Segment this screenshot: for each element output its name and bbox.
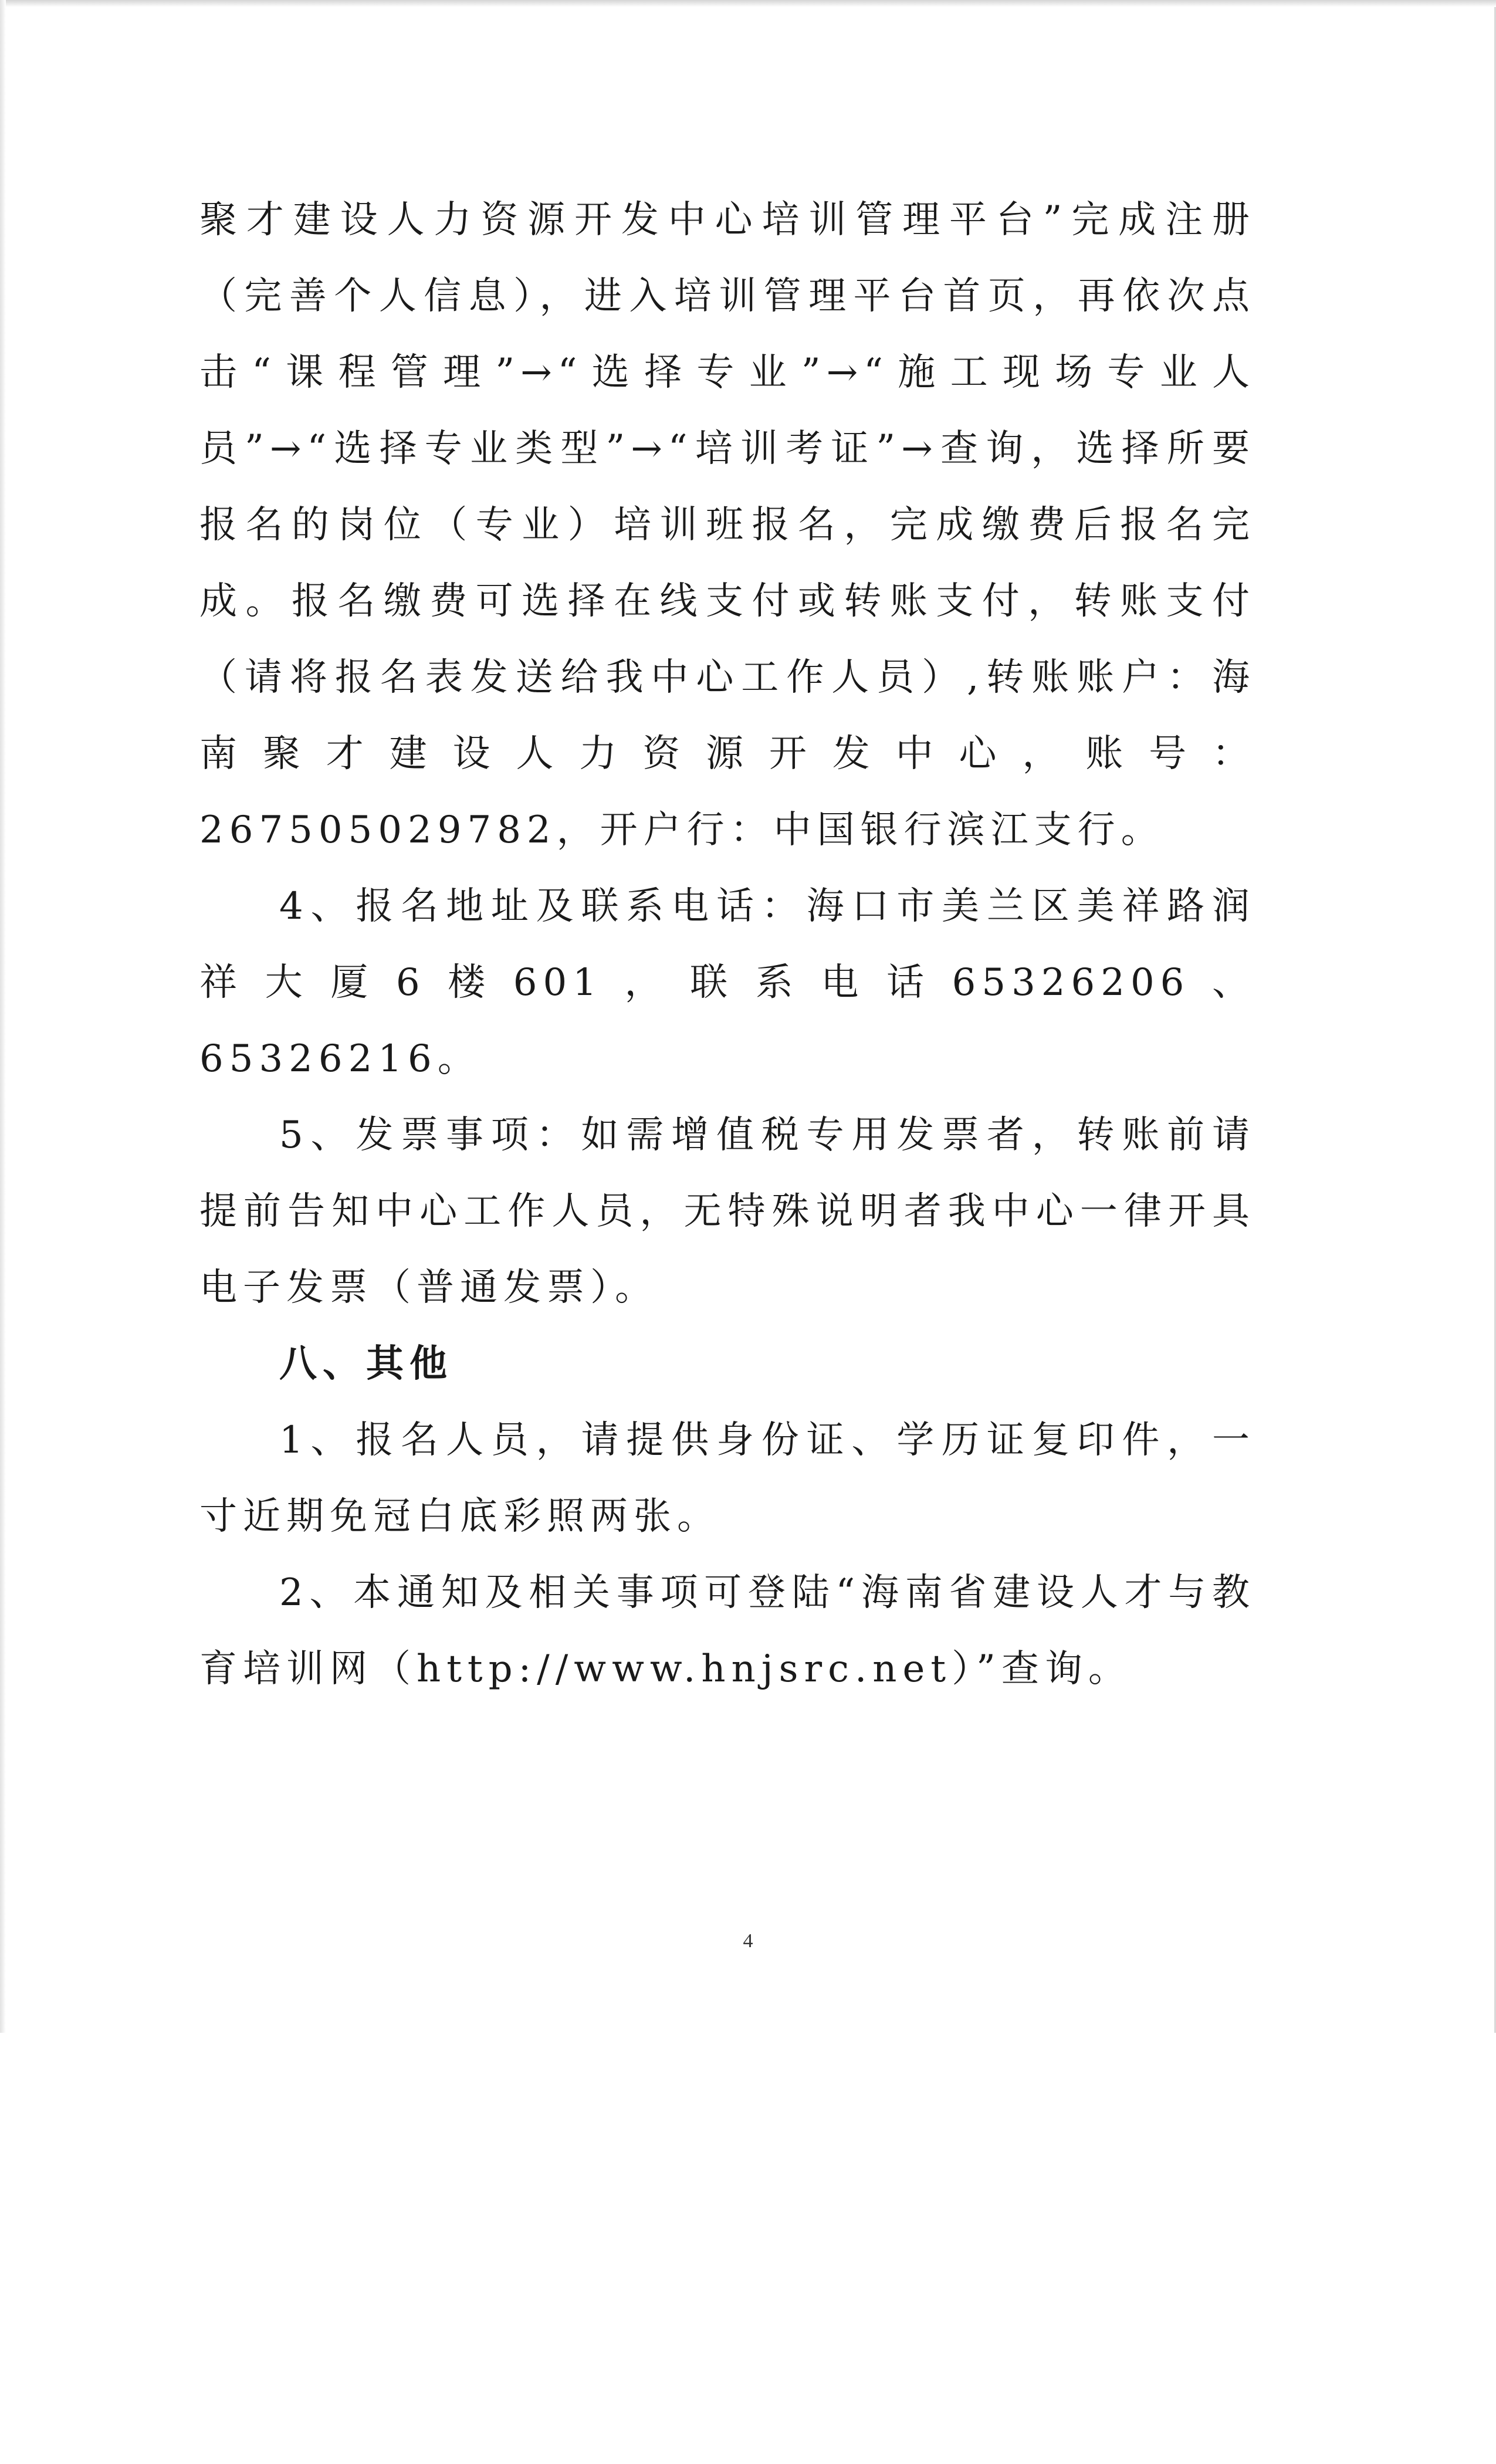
page-number: 4 [743, 1930, 753, 1952]
section-heading-other: 八、其他 [279, 1342, 453, 1386]
other-item-documents: 1、报名人员，请提供身份证、学历证复印件，一寸近期免冠白底彩照两张。 [199, 1419, 1255, 1538]
blank-margin [0, 2033, 1496, 2464]
paragraph-contact-address: 4、报名地址及联系电话：海口市美兰区美祥路润祥大厦6楼601，联系电话65326206、65326216。 [199, 885, 1255, 1081]
scan-left-edge [0, 0, 6, 2033]
other-item-website: 2、本通知及相关事项可登陆“海南省建设人才与教育培训网（http://www.hnjsrc.net）”查询。 [199, 1571, 1255, 1691]
document-body [199, 182, 1255, 1707]
scan-top-edge [0, 0, 1496, 7]
paragraph-invoice-notes: 5、发票事项：如需增值税专用发票者，转账前请提前告知中心工作人员，无特殊说明者我中心一律开具电子发票（普通发票）。 [199, 1113, 1255, 1309]
paragraph-registration-steps: 聚才建设人力资源开发中心培训管理平台”完成注册（完善个人信息），进入培训管理平台首页，再依次点击“课程管理”→“选择专业”→“施工现场专业人员”→“选择专业类型”→“培训考证”→查询，选择所要报名的岗位（专业）培训班报名，完成缴费后报名完成。报名缴费可选择在线支付或转账支付，转账支付（请将报名表发送给我中心工作人员）,转账账户：海南聚才建设人力资源开发中心，账号：267505029782，开户行：中国银行滨江支行。 [199, 198, 1255, 852]
